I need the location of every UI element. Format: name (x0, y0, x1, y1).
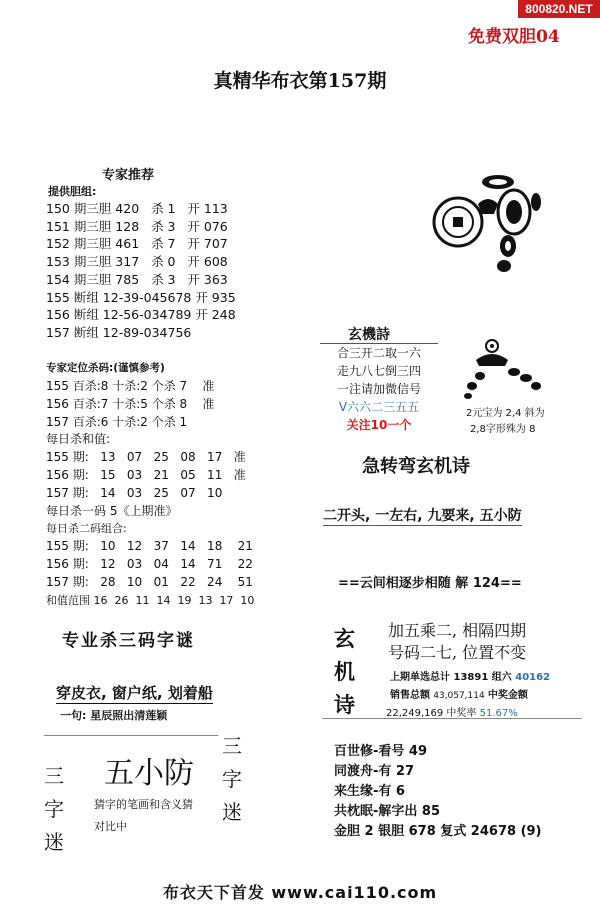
word-list (334, 742, 542, 842)
expert-row: 155 断组 12-39-045678 开 935 (46, 289, 236, 305)
stat-label: 中奖金额 (487, 690, 528, 701)
free-badge: 免费双胆04 (468, 27, 560, 47)
riddle-heading: 专业杀三码字谜 (62, 631, 195, 651)
positional-list (46, 378, 254, 609)
treasure-illustration (462, 338, 542, 400)
stat-value: 40162 (515, 672, 551, 683)
mystic-follow: 关注10一个 (346, 418, 412, 432)
mystic-poem (320, 343, 438, 434)
positional-row: 156 百杀:7 十杀:5 个杀 8 准 (46, 396, 215, 411)
sum-row: 156 期: 15 03 21 05 11 准 (46, 467, 246, 482)
riddle-vertical-right: 三字迷 (222, 734, 242, 824)
stat-label: 上期单选总计 13891 组六 (390, 672, 512, 683)
expert-subheading: 提供胆组: (48, 185, 97, 198)
stat-value: 22,249,169 中奖率 (386, 708, 477, 719)
coins-illustration (426, 168, 544, 274)
xuanji-stat (386, 704, 518, 719)
word-row: 共枕眠-解字出 85 (334, 804, 441, 819)
stat-label: 销售总额 (390, 690, 430, 701)
expert-row: 156 断组 12-56-034789 开 248 (46, 307, 236, 323)
sum-row: 157 期: 14 03 25 07 10 (46, 485, 223, 500)
stat-value: 43,057,114 (433, 691, 485, 701)
xuanji-stat (390, 686, 528, 701)
stat-value: 51.67% (479, 708, 518, 719)
sum-row: 155 期: 13 07 25 08 17 准 (46, 450, 246, 465)
expert-row: 154 期三胆 785 杀 3 开 363 (46, 271, 228, 287)
xuanji-line: 号码二七, 位置不变 (388, 643, 527, 662)
two-code-row: 155 期: 10 12 37 14 18 21 (46, 539, 253, 554)
sum-heading: 每日杀和值: (46, 432, 111, 447)
mystic-heading: 玄機詩 (348, 327, 390, 343)
expert-heading: 专家推荐 (102, 168, 155, 183)
xuanji-stat (390, 668, 550, 683)
expert-row: 153 期三胆 317 杀 0 开 608 (46, 254, 228, 270)
page-title: 真精华布衣第157期 (213, 70, 387, 92)
riddle-vertical-left: 三字迷 (44, 764, 64, 854)
expert-row: 152 期三胆 461 杀 7 开 707 (46, 236, 228, 252)
site-watermark: 800820.NET (518, 0, 600, 18)
word-row: 来生缘-有 6 (334, 784, 405, 799)
two-code-row: 157 期: 28 10 01 22 24 51 (46, 574, 253, 589)
expert-row: 157 断组 12-89-034756 (46, 324, 192, 340)
riddle-hint: 一句: 星辰照出清莲颖 (60, 709, 168, 722)
riddle-note: 对比中 (94, 820, 127, 833)
footer: 布衣天下首发 www.cai110.com (162, 883, 438, 902)
sum-range: 和值范围 16 26 11 14 19 13 17 10 (46, 593, 255, 607)
positional-heading: 专家定位杀码:(谨慎参考) (46, 362, 165, 374)
word-row: 同渡舟-有 27 (334, 764, 415, 779)
mystic-line: 走九八七倒三四 (336, 364, 421, 378)
expert-row: 150 期三胆 420 杀 1 开 113 (46, 201, 228, 216)
riddle-line: 穿皮衣, 窗户纸, 划着船 (56, 684, 213, 702)
turn-line: 二开头, 一左右, 九要来, 五小防 (323, 505, 522, 526)
mystic-line: 合三开二取一六 (336, 346, 421, 360)
xuanji-vertical-title: 玄机诗 (334, 626, 355, 717)
mystic-side: 2,8字形殊为 8 (470, 424, 536, 435)
word-row: 金胆 2 银胆 678 复式 24678 (9) (334, 824, 542, 839)
kill-one-code: 每日杀一码 5《上期准》 (46, 503, 178, 518)
turn-heading: 急转弯玄机诗 (362, 456, 470, 477)
riddle-note: 猜字的笔画和含义猜 (94, 798, 193, 811)
cloud-line: ==云间相逐步相随 解 124== (338, 576, 522, 591)
mystic-side: 2元宝为 2,4 斜为 (466, 408, 545, 419)
mystic-vline: V六六二三五五 (338, 400, 420, 414)
xuanji-line: 加五乘二, 相隔四期 (388, 621, 527, 640)
expert-row: 151 期三胆 128 杀 3 开 076 (46, 218, 228, 234)
positional-row: 155 百杀:8 十杀:2 个杀 7 准 (46, 379, 215, 393)
expert-list (46, 200, 236, 342)
riddle-answer: 五小防 (104, 756, 194, 791)
mystic-line: 一注请加微信号 (336, 382, 421, 396)
positional-row: 157 百杀:6 十杀:2 个杀 1 (46, 414, 188, 429)
word-row: 百世修-看号 49 (334, 744, 428, 759)
two-code-heading: 每日杀二码组合: (46, 522, 127, 536)
two-code-row: 156 期: 12 03 04 14 71 22 (46, 556, 253, 571)
